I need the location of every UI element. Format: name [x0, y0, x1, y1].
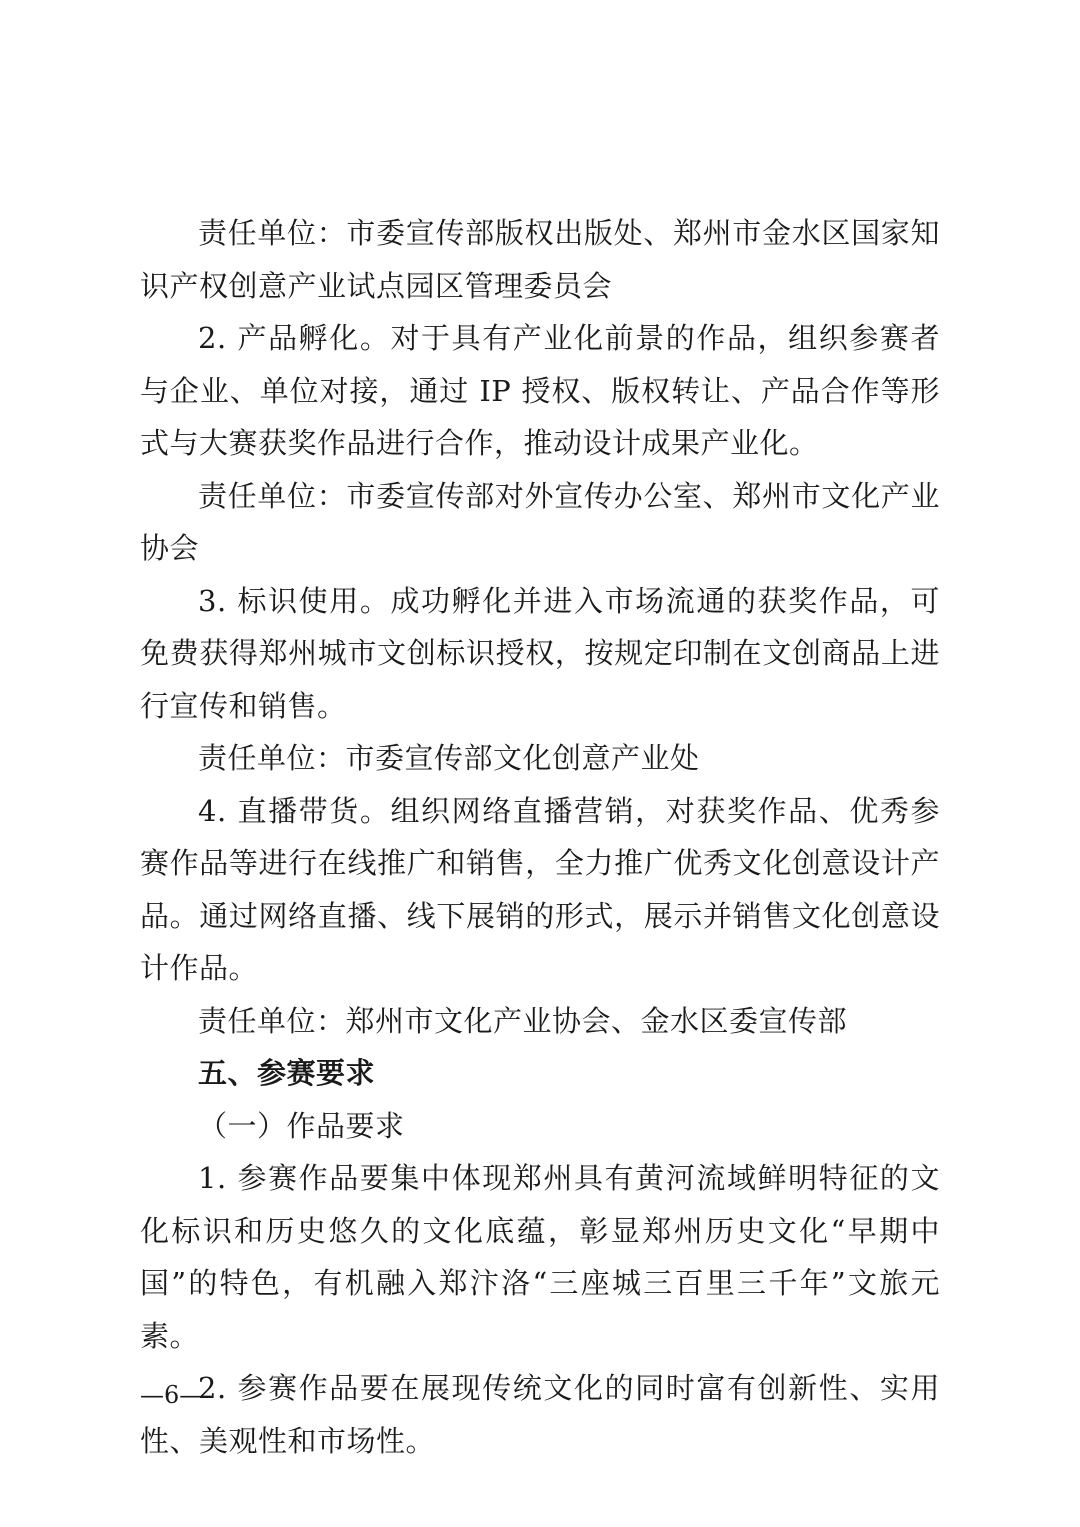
live-streaming-paragraph: 4. 直播带货。组织网络直播营销，对获奖作品、优秀参赛作品等进行在线推广和销售，全力推广优秀文化创意设计产品。通过网络直播、线下展销的形式，展示并销售文化创意设计作品。 [140, 793, 940, 985]
responsible-unit-paragraph-1: 责任单位：市委宣传部版权出版处、郑州市金水区国家知识产权创意产业试点园区管理委员会 [140, 216, 940, 303]
document-body [140, 207, 940, 1467]
product-incubation-paragraph: 2. 产品孵化。对于具有产业化前景的作品，组织参赛者与企业、单位对接，通过 IP 授权、版权转让、产品合作等形式与大赛获奖作品进行合作，推动设计成果产业化。 [140, 321, 940, 460]
page-number: —6— [140, 1381, 204, 1409]
responsible-unit-paragraph-4: 责任单位：郑州市文化产业协会、金水区委宣传部 [198, 1003, 848, 1038]
responsible-unit-paragraph-3: 责任单位：市委宣传部文化创意产业处 [198, 741, 700, 775]
logo-usage-paragraph: 3. 标识使用。成功孵化并进入市场流通的获奖作品，可免费获得郑州城市文创标识授权，按规定印制在文创商品上进行宣传和销售。 [140, 583, 940, 723]
requirement-item-1: 1. 参赛作品要集中体现郑州具有黄河流域鲜明特征的文化标识和历史悠久的文化底蕴，彰显郑州历史文化“早期中国”的特色，有机融入郑汴洛“三座城三百里三千年”文旅元素。 [140, 1161, 940, 1353]
requirement-item-2: 2. 参赛作品要在展现传统文化的同时富有创新性、实用性、美观性和市场性。 [140, 1371, 940, 1458]
subsection-heading-work-requirements: （一）作品要求 [198, 1108, 405, 1143]
section-heading-requirements: 五、参赛要求 [198, 1056, 376, 1090]
responsible-unit-paragraph-2: 责任单位：市委宣传部对外宣传办公室、郑州市文化产业协会 [140, 478, 940, 565]
